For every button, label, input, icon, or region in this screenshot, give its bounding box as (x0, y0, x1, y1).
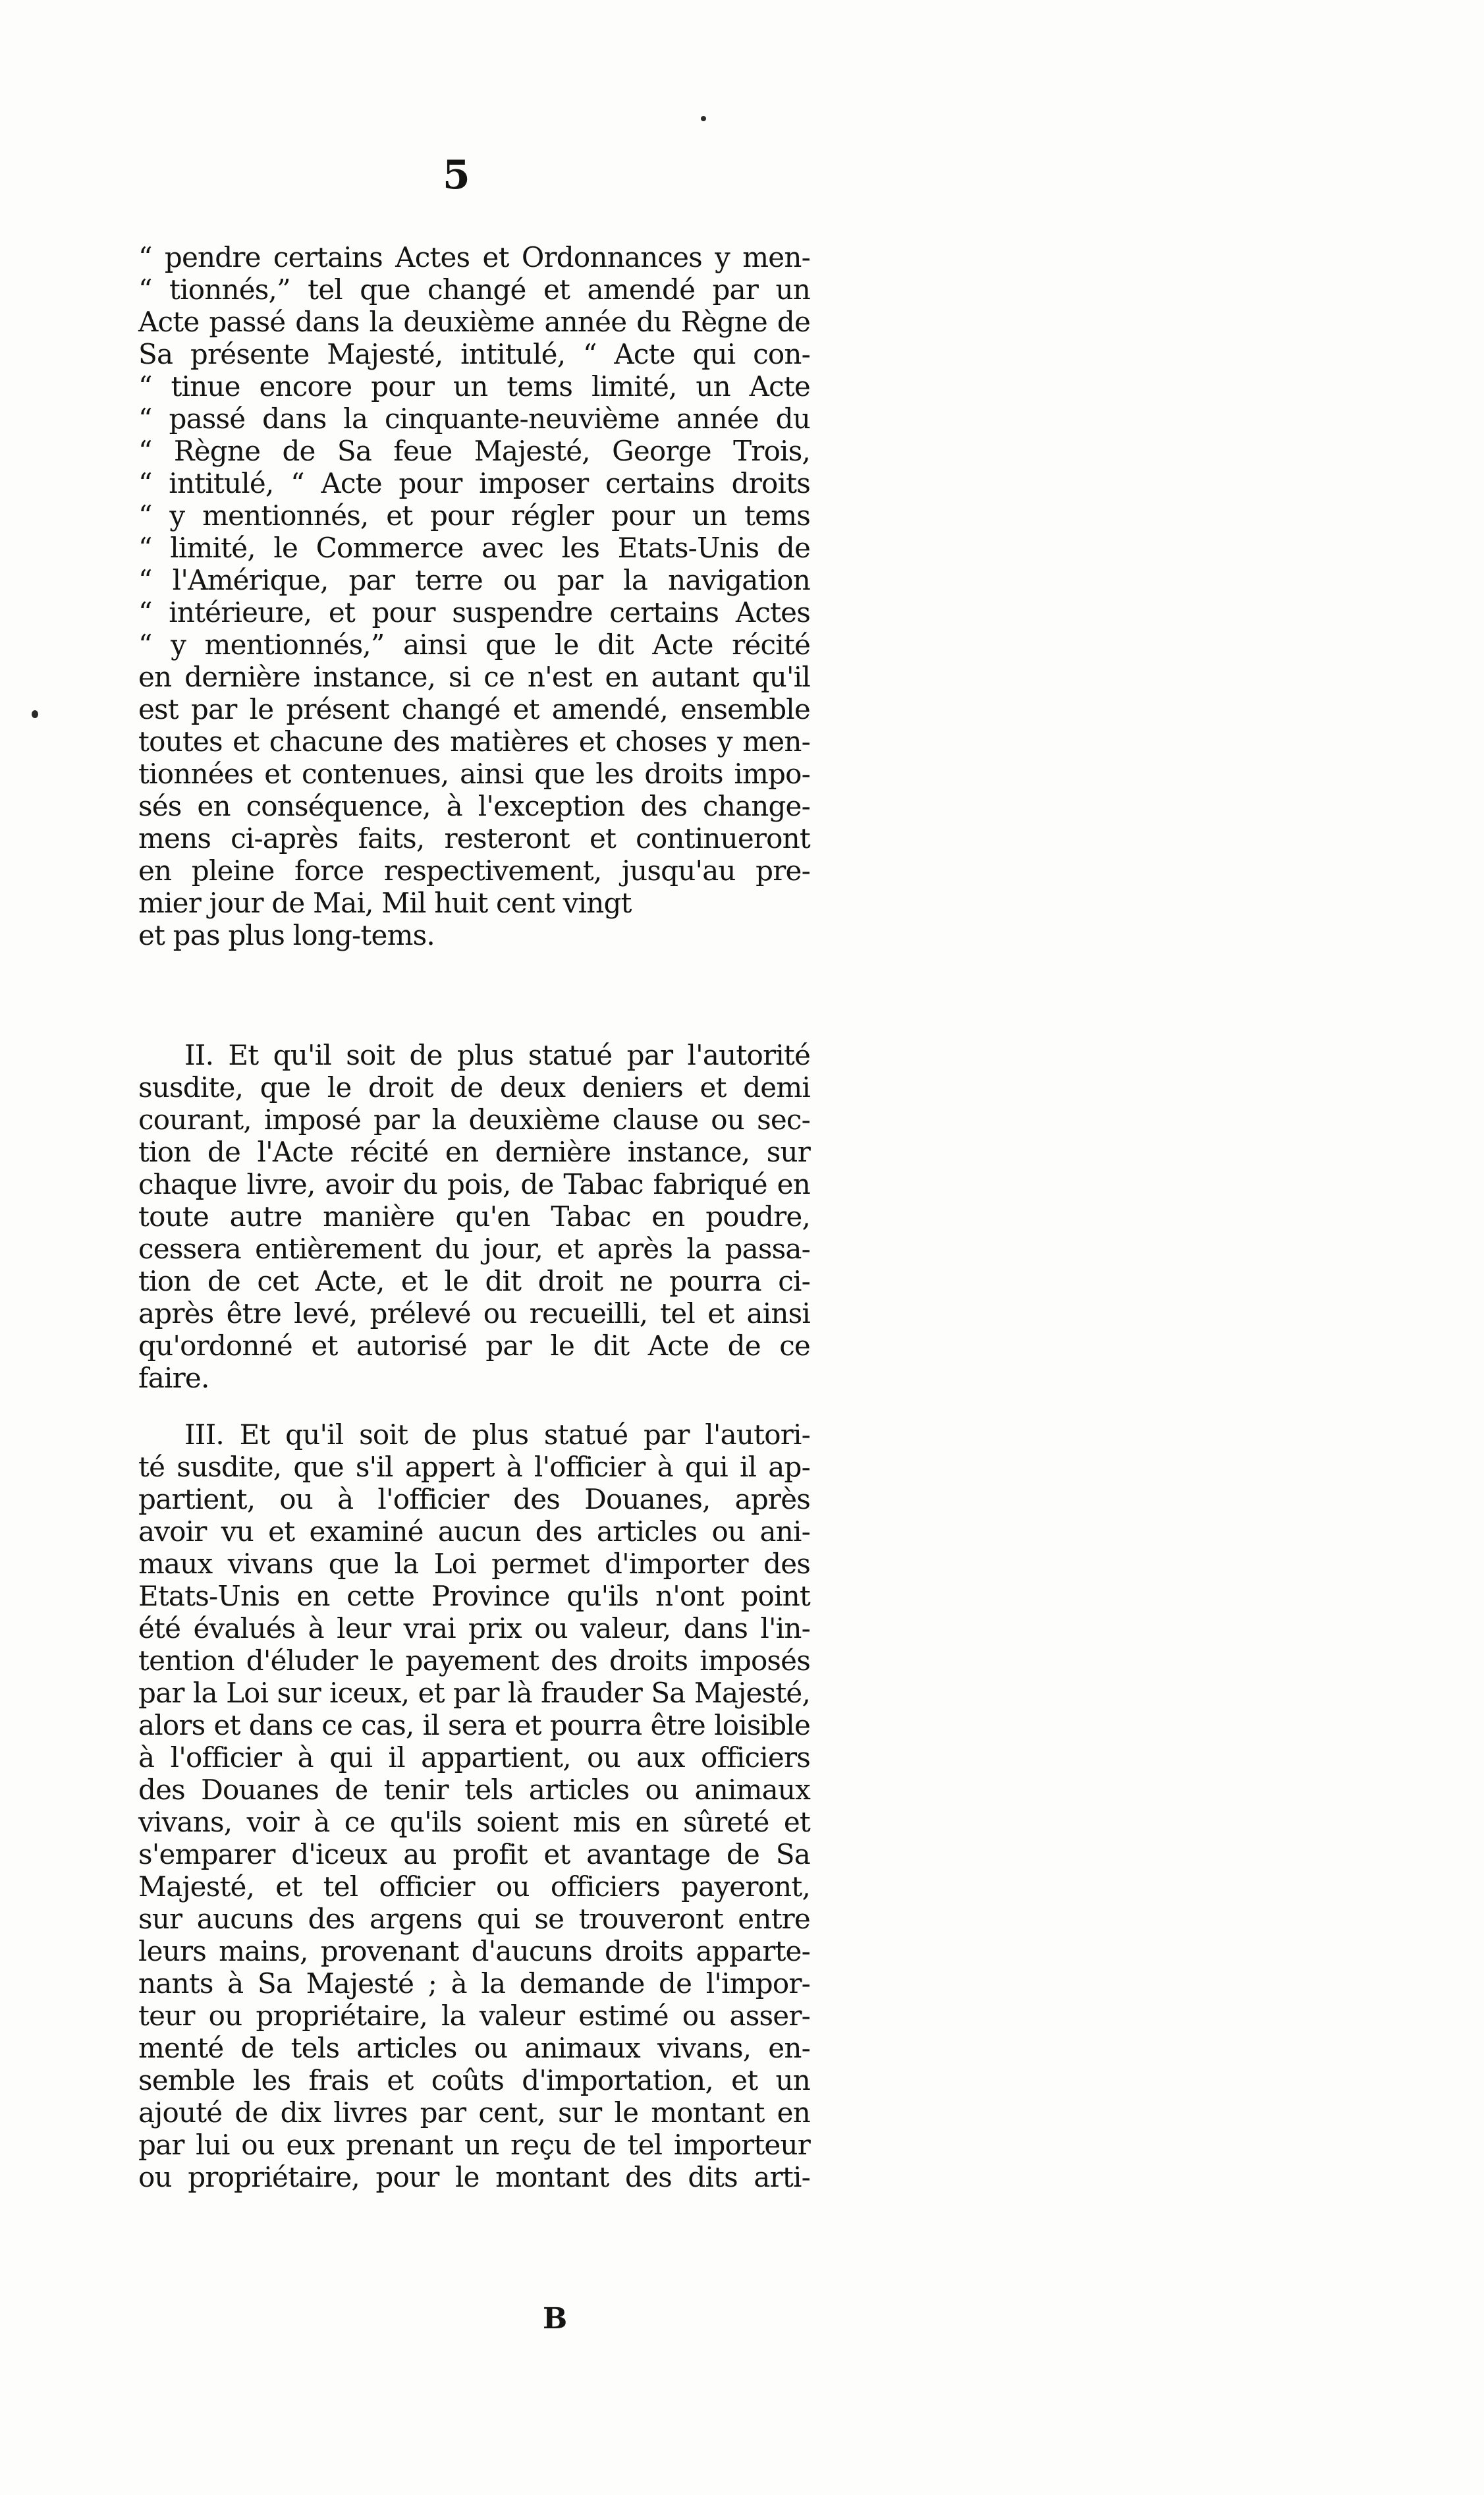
section-heading-line: III. Et qu'il soit de plus statué par l'autori- (184, 1418, 810, 1451)
text-line: avoir vu et examiné aucun des articles ou ani- (138, 1515, 810, 1548)
text-line: nants à Sa Majesté ; à la demande de l'impor- (138, 1967, 810, 2000)
text-line: “ passé dans la cinquante-neuvième année du (138, 403, 810, 435)
text-line: “ y mentionnés, et pour régler pour un tems (138, 499, 810, 532)
text-line: partient, ou à l'officier des Douanes, après (138, 1483, 810, 1515)
text-line: mens ci-après faits, resteront et continueront (138, 822, 810, 855)
text-line: mier jour de Mai, Mil huit cent vingt (138, 887, 632, 919)
text-line: est par le présent changé et amendé, ensemble (138, 693, 810, 725)
text-line: “ limité, le Commerce avec les Etats-Unis de (138, 532, 810, 564)
signature-mark: B (543, 2302, 568, 2336)
text-line: courant, imposé par la deuxième clause ou sec- (138, 1104, 810, 1136)
text-line: toutes et chacune des matières et choses y men- (138, 725, 810, 758)
text-line: en pleine force respectivement, jusqu'au pre- (138, 855, 810, 887)
text-line: ajouté de dix livres par cent, sur le montant en (138, 2096, 810, 2129)
text-line: “ pendre certains Actes et Ordonnances y men- (138, 241, 810, 273)
text-line: s'emparer d'iceux au profit et avantage de Sa (138, 1838, 810, 1870)
text-line: après être levé, prélevé ou recueilli, tel et ainsi (138, 1297, 810, 1330)
text-line: Sa présente Majesté, intitulé, “ Acte qui con- (138, 338, 810, 370)
text-line: toute autre manière qu'en Tabac en poudre, (138, 1200, 810, 1233)
text-line: cessera entièrement du jour, et après la passa- (138, 1233, 810, 1265)
text-line: Majesté, et tel officier ou officiers payeront, (138, 1870, 810, 1903)
text-line: “ intitulé, “ Acte pour imposer certains droits (138, 467, 810, 499)
text-line: faire. (138, 1362, 209, 1394)
text-line: à l'officier à qui il appartient, ou aux officiers (138, 1741, 810, 1774)
text-line: “ intérieure, et pour suspendre certains Actes (138, 596, 810, 629)
ink-speck (32, 710, 38, 718)
paragraph-continued (138, 241, 810, 951)
text-line: chaque livre, avoir du pois, de Tabac fabriqué en (138, 1168, 810, 1200)
text-line: Etats-Unis en cette Province qu'ils n'ont point (138, 1580, 810, 1612)
text-line: tion de l'Acte récité en dernière instance, sur (138, 1136, 810, 1168)
text-line: “ Règne de Sa feue Majesté, George Trois, (138, 435, 810, 467)
text-line: “ l'Amérique, par terre ou par la navigation (138, 564, 810, 596)
text-line: tention d'éluder le payement des droits imposés (138, 1644, 810, 1677)
text-line: Acte passé dans la deuxième année du Règne de (138, 306, 810, 338)
text-line: “ tionnés,” tel que changé et amendé par un (138, 273, 810, 306)
text-line: par lui ou eux prenant un reçu de tel importeur (138, 2129, 810, 2161)
text-line: des Douanes de tenir tels articles ou animaux (138, 1774, 810, 1806)
text-line: tion de cet Acte, et le dit droit ne pourra ci- (138, 1265, 810, 1297)
section-heading-line: II. Et qu'il soit de plus statué par l'autorité (184, 1039, 810, 1071)
text-line: tionnées et contenues, ainsi que les droits impo- (138, 758, 810, 790)
text-line: été évalués à leur vrai prix ou valeur, dans l'in- (138, 1612, 810, 1644)
text-line: qu'ordonné et autorisé par le dit Acte de ce (138, 1330, 810, 1362)
text-line: menté de tels articles ou animaux vivans, en- (138, 2032, 810, 2064)
text-line: maux vivans que la Loi permet d'importer des (138, 1548, 810, 1580)
ink-speck (701, 116, 706, 121)
section-ii (138, 1039, 810, 1394)
text-line: leurs mains, provenant d'aucuns droits apparte- (138, 1935, 810, 1967)
text-line: sés en conséquence, à l'exception des change- (138, 790, 810, 822)
page-number: 5 (443, 152, 470, 198)
text-line: semble les frais et coûts d'importation, et un (138, 2064, 810, 2096)
text-line: et pas plus long-tems. (138, 919, 435, 951)
section-iii (138, 1418, 810, 2193)
text-line: té susdite, que s'il appert à l'officier à qui il ap- (138, 1451, 810, 1483)
text-line: alors et dans ce cas, il sera et pourra être loisible (138, 1709, 810, 1741)
text-line: teur ou propriétaire, la valeur estimé ou asser- (138, 2000, 810, 2032)
text-line: par la Loi sur iceux, et par là frauder Sa Majesté, (138, 1677, 810, 1709)
text-line: vivans, voir à ce qu'ils soient mis en sûreté et (138, 1806, 810, 1838)
text-line: “ tinue encore pour un tems limité, un Acte (138, 370, 810, 403)
text-line: sur aucuns des argens qui se trouveront entre (138, 1903, 810, 1935)
text-line: susdite, que le droit de deux deniers et demi (138, 1071, 810, 1104)
text-line: “ y mentionnés,” ainsi que le dit Acte récité (138, 629, 810, 661)
text-line: en dernière instance, si ce n'est en autant qu'il (138, 661, 810, 693)
text-line: ou propriétaire, pour le montant des dits arti- (138, 2161, 810, 2193)
